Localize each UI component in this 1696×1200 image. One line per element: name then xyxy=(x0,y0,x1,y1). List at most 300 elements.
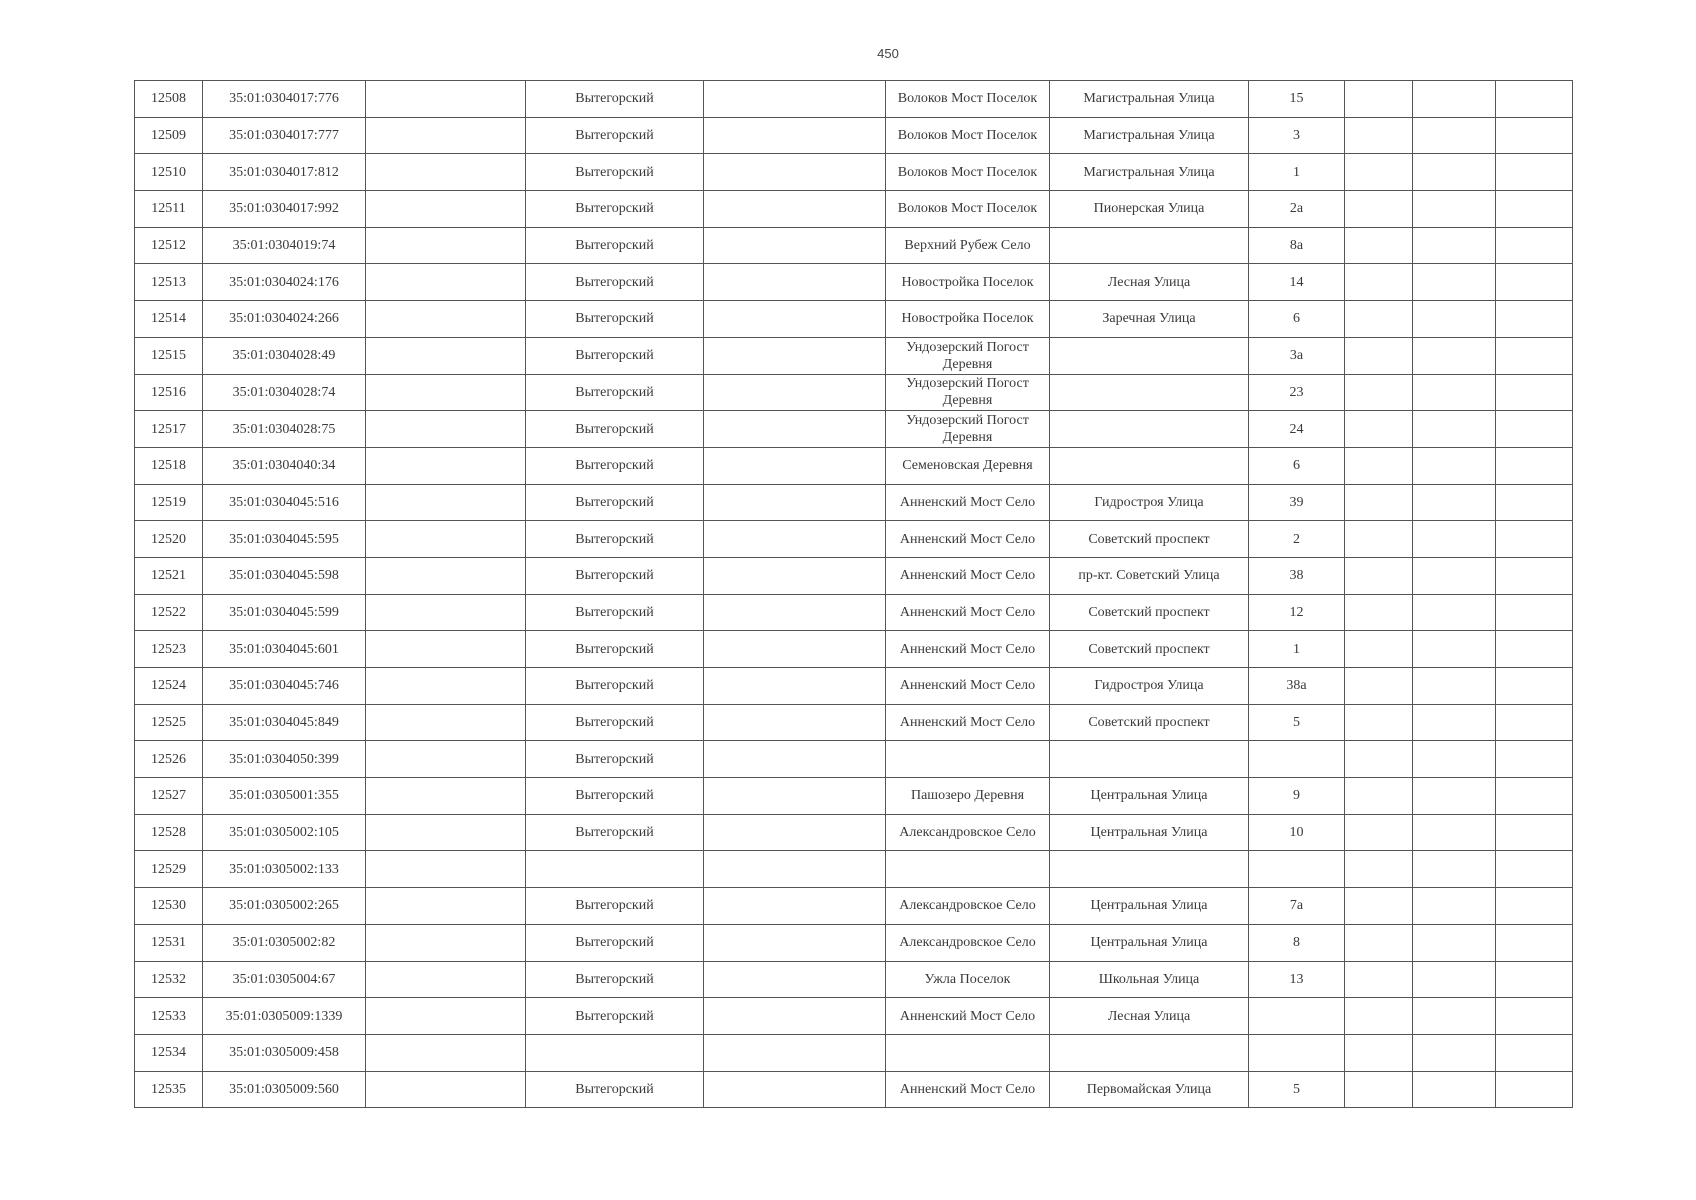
empty-cell-9 xyxy=(1345,447,1413,484)
empty-cell-9 xyxy=(1345,227,1413,264)
cadastral-number-cell: 35:01:0304024:266 xyxy=(203,301,366,338)
empty-cell-5 xyxy=(704,998,886,1035)
table-row xyxy=(135,851,1573,888)
house-number-cell: 23 xyxy=(1249,374,1345,411)
cadastral-number-cell: 35:01:0304045:746 xyxy=(203,668,366,705)
locality-cell: Анненский Мост Село xyxy=(886,998,1050,1035)
locality-cell: Ундозерский Погост Деревня xyxy=(886,411,1050,448)
empty-cell-11 xyxy=(1496,1071,1573,1108)
locality-cell: Анненский Мост Село xyxy=(886,668,1050,705)
empty-cell-3 xyxy=(366,484,526,521)
locality-cell: Семеновская Деревня xyxy=(886,447,1050,484)
empty-cell-9 xyxy=(1345,778,1413,815)
table-row xyxy=(135,227,1573,264)
empty-cell-9 xyxy=(1345,668,1413,705)
empty-cell-9 xyxy=(1345,374,1413,411)
empty-cell-11 xyxy=(1496,301,1573,338)
street-cell xyxy=(1050,411,1249,448)
row-number-cell: 12517 xyxy=(135,411,203,448)
district-cell: Вытегорский xyxy=(526,301,704,338)
locality-cell xyxy=(886,741,1050,778)
empty-cell-9 xyxy=(1345,631,1413,668)
table-row xyxy=(135,668,1573,705)
empty-cell-10 xyxy=(1413,557,1496,594)
locality-cell: Новостройка Поселок xyxy=(886,301,1050,338)
empty-cell-11 xyxy=(1496,668,1573,705)
empty-cell-10 xyxy=(1413,668,1496,705)
locality-cell: Ужла Поселок xyxy=(886,961,1050,998)
empty-cell-5 xyxy=(704,631,886,668)
street-cell xyxy=(1050,741,1249,778)
empty-cell-3 xyxy=(366,851,526,888)
empty-cell-10 xyxy=(1413,1034,1496,1071)
row-number-cell: 12531 xyxy=(135,924,203,961)
empty-cell-11 xyxy=(1496,814,1573,851)
empty-cell-11 xyxy=(1496,924,1573,961)
locality-cell: Анненский Мост Село xyxy=(886,594,1050,631)
cadastral-number-cell: 35:01:0304050:399 xyxy=(203,741,366,778)
district-cell: Вытегорский xyxy=(526,81,704,118)
street-cell xyxy=(1050,851,1249,888)
house-number-cell: 14 xyxy=(1249,264,1345,301)
district-cell: Вытегорский xyxy=(526,594,704,631)
row-number-cell: 12509 xyxy=(135,117,203,154)
row-number-cell: 12513 xyxy=(135,264,203,301)
street-cell: Магистральная Улица xyxy=(1050,154,1249,191)
cadastral-number-cell: 35:01:0304045:599 xyxy=(203,594,366,631)
street-cell xyxy=(1050,447,1249,484)
row-number-cell: 12526 xyxy=(135,741,203,778)
street-cell: Гидростроя Улица xyxy=(1050,668,1249,705)
locality-cell: Александровское Село xyxy=(886,924,1050,961)
row-number-cell: 12519 xyxy=(135,484,203,521)
empty-cell-11 xyxy=(1496,741,1573,778)
street-cell: Центральная Улица xyxy=(1050,924,1249,961)
district-cell: Вытегорский xyxy=(526,337,704,374)
street-cell: Магистральная Улица xyxy=(1050,117,1249,154)
empty-cell-11 xyxy=(1496,411,1573,448)
empty-cell-5 xyxy=(704,154,886,191)
street-cell xyxy=(1050,374,1249,411)
empty-cell-11 xyxy=(1496,631,1573,668)
empty-cell-9 xyxy=(1345,961,1413,998)
empty-cell-9 xyxy=(1345,888,1413,925)
empty-cell-5 xyxy=(704,961,886,998)
empty-cell-9 xyxy=(1345,557,1413,594)
house-number-cell: 2 xyxy=(1249,521,1345,558)
empty-cell-5 xyxy=(704,301,886,338)
district-cell xyxy=(526,851,704,888)
house-number-cell: 3а xyxy=(1249,337,1345,374)
street-cell: Советский проспект xyxy=(1050,521,1249,558)
row-number-cell: 12533 xyxy=(135,998,203,1035)
cadastral-number-cell: 35:01:0305004:67 xyxy=(203,961,366,998)
district-cell: Вытегорский xyxy=(526,1071,704,1108)
empty-cell-3 xyxy=(366,557,526,594)
empty-cell-3 xyxy=(366,301,526,338)
empty-cell-5 xyxy=(704,778,886,815)
district-cell: Вытегорский xyxy=(526,264,704,301)
table-body xyxy=(135,81,1573,1108)
district-cell: Вытегорский xyxy=(526,374,704,411)
locality-cell: Ундозерский Погост Деревня xyxy=(886,374,1050,411)
locality-cell: Ундозерский Погост Деревня xyxy=(886,337,1050,374)
house-number-cell: 38а xyxy=(1249,668,1345,705)
cadastral-number-cell: 35:01:0304017:992 xyxy=(203,191,366,228)
house-number-cell xyxy=(1249,1034,1345,1071)
district-cell xyxy=(526,1034,704,1071)
empty-cell-5 xyxy=(704,374,886,411)
street-cell: Заречная Улица xyxy=(1050,301,1249,338)
cadastral-number-cell: 35:01:0304017:812 xyxy=(203,154,366,191)
house-number-cell: 5 xyxy=(1249,1071,1345,1108)
house-number-cell: 2а xyxy=(1249,191,1345,228)
empty-cell-9 xyxy=(1345,594,1413,631)
empty-cell-5 xyxy=(704,447,886,484)
empty-cell-10 xyxy=(1413,411,1496,448)
empty-cell-3 xyxy=(366,961,526,998)
district-cell: Вытегорский xyxy=(526,924,704,961)
locality-cell: Александровское Село xyxy=(886,814,1050,851)
empty-cell-5 xyxy=(704,227,886,264)
locality-cell: Александровское Село xyxy=(886,888,1050,925)
house-number-cell: 1 xyxy=(1249,154,1345,191)
district-cell: Вытегорский xyxy=(526,741,704,778)
house-number-cell: 6 xyxy=(1249,447,1345,484)
house-number-cell: 15 xyxy=(1249,81,1345,118)
district-cell: Вытегорский xyxy=(526,704,704,741)
cadastral-number-cell: 35:01:0305009:458 xyxy=(203,1034,366,1071)
empty-cell-10 xyxy=(1413,117,1496,154)
empty-cell-10 xyxy=(1413,227,1496,264)
cadastral-number-cell: 35:01:0304017:777 xyxy=(203,117,366,154)
district-cell: Вытегорский xyxy=(526,814,704,851)
row-number-cell: 12516 xyxy=(135,374,203,411)
table-row xyxy=(135,961,1573,998)
empty-cell-3 xyxy=(366,814,526,851)
empty-cell-3 xyxy=(366,154,526,191)
house-number-cell xyxy=(1249,998,1345,1035)
registry-table xyxy=(134,80,1573,1108)
cadastral-number-cell: 35:01:0304040:34 xyxy=(203,447,366,484)
empty-cell-11 xyxy=(1496,264,1573,301)
empty-cell-9 xyxy=(1345,484,1413,521)
table-row xyxy=(135,117,1573,154)
table-row xyxy=(135,337,1573,374)
street-cell: Первомайская Улица xyxy=(1050,1071,1249,1108)
locality-cell: Анненский Мост Село xyxy=(886,704,1050,741)
empty-cell-3 xyxy=(366,117,526,154)
row-number-cell: 12514 xyxy=(135,301,203,338)
district-cell: Вытегорский xyxy=(526,117,704,154)
district-cell: Вытегорский xyxy=(526,557,704,594)
table-row xyxy=(135,1034,1573,1071)
empty-cell-11 xyxy=(1496,374,1573,411)
street-cell: Советский проспект xyxy=(1050,631,1249,668)
table-row xyxy=(135,924,1573,961)
street-cell: Центральная Улица xyxy=(1050,888,1249,925)
empty-cell-3 xyxy=(366,81,526,118)
table-row xyxy=(135,411,1573,448)
empty-cell-11 xyxy=(1496,778,1573,815)
empty-cell-10 xyxy=(1413,741,1496,778)
district-cell: Вытегорский xyxy=(526,631,704,668)
empty-cell-10 xyxy=(1413,851,1496,888)
empty-cell-5 xyxy=(704,924,886,961)
table-row xyxy=(135,557,1573,594)
cadastral-number-cell: 35:01:0305002:105 xyxy=(203,814,366,851)
locality-cell: Новостройка Поселок xyxy=(886,264,1050,301)
empty-cell-9 xyxy=(1345,117,1413,154)
locality-cell xyxy=(886,851,1050,888)
locality-cell: Анненский Мост Село xyxy=(886,1071,1050,1108)
house-number-cell: 13 xyxy=(1249,961,1345,998)
locality-cell: Волоков Мост Поселок xyxy=(886,191,1050,228)
empty-cell-3 xyxy=(366,998,526,1035)
row-number-cell: 12535 xyxy=(135,1071,203,1108)
street-cell: Гидростроя Улица xyxy=(1050,484,1249,521)
cadastral-number-cell: 35:01:0304017:776 xyxy=(203,81,366,118)
row-number-cell: 12510 xyxy=(135,154,203,191)
house-number-cell: 24 xyxy=(1249,411,1345,448)
empty-cell-10 xyxy=(1413,337,1496,374)
district-cell: Вытегорский xyxy=(526,668,704,705)
empty-cell-10 xyxy=(1413,888,1496,925)
empty-cell-11 xyxy=(1496,337,1573,374)
empty-cell-5 xyxy=(704,741,886,778)
table-row xyxy=(135,264,1573,301)
empty-cell-9 xyxy=(1345,521,1413,558)
district-cell: Вытегорский xyxy=(526,227,704,264)
page-number: 450 xyxy=(877,46,899,61)
row-number-cell: 12527 xyxy=(135,778,203,815)
empty-cell-11 xyxy=(1496,447,1573,484)
empty-cell-3 xyxy=(366,264,526,301)
house-number-cell: 9 xyxy=(1249,778,1345,815)
house-number-cell: 39 xyxy=(1249,484,1345,521)
empty-cell-11 xyxy=(1496,484,1573,521)
row-number-cell: 12532 xyxy=(135,961,203,998)
street-cell: Пионерская Улица xyxy=(1050,191,1249,228)
row-number-cell: 12512 xyxy=(135,227,203,264)
house-number-cell: 3 xyxy=(1249,117,1345,154)
empty-cell-11 xyxy=(1496,154,1573,191)
table-row xyxy=(135,374,1573,411)
empty-cell-11 xyxy=(1496,81,1573,118)
row-number-cell: 12530 xyxy=(135,888,203,925)
locality-cell: Волоков Мост Поселок xyxy=(886,81,1050,118)
locality-cell: Анненский Мост Село xyxy=(886,557,1050,594)
empty-cell-11 xyxy=(1496,191,1573,228)
district-cell: Вытегорский xyxy=(526,521,704,558)
empty-cell-3 xyxy=(366,447,526,484)
empty-cell-3 xyxy=(366,668,526,705)
empty-cell-9 xyxy=(1345,81,1413,118)
row-number-cell: 12521 xyxy=(135,557,203,594)
empty-cell-10 xyxy=(1413,154,1496,191)
empty-cell-11 xyxy=(1496,117,1573,154)
table-row xyxy=(135,301,1573,338)
row-number-cell: 12515 xyxy=(135,337,203,374)
row-number-cell: 12518 xyxy=(135,447,203,484)
street-cell xyxy=(1050,337,1249,374)
street-cell: Центральная Улица xyxy=(1050,814,1249,851)
empty-cell-5 xyxy=(704,668,886,705)
locality-cell: Волоков Мост Поселок xyxy=(886,154,1050,191)
empty-cell-11 xyxy=(1496,888,1573,925)
empty-cell-11 xyxy=(1496,227,1573,264)
table-row xyxy=(135,484,1573,521)
street-cell: Лесная Улица xyxy=(1050,998,1249,1035)
empty-cell-10 xyxy=(1413,778,1496,815)
table-row xyxy=(135,631,1573,668)
row-number-cell: 12528 xyxy=(135,814,203,851)
row-number-cell: 12529 xyxy=(135,851,203,888)
empty-cell-5 xyxy=(704,411,886,448)
empty-cell-5 xyxy=(704,704,886,741)
empty-cell-3 xyxy=(366,741,526,778)
cadastral-number-cell: 35:01:0304019:74 xyxy=(203,227,366,264)
empty-cell-10 xyxy=(1413,264,1496,301)
empty-cell-9 xyxy=(1345,998,1413,1035)
locality-cell: Волоков Мост Поселок xyxy=(886,117,1050,154)
empty-cell-9 xyxy=(1345,814,1413,851)
empty-cell-3 xyxy=(366,704,526,741)
empty-cell-5 xyxy=(704,337,886,374)
house-number-cell xyxy=(1249,741,1345,778)
empty-cell-11 xyxy=(1496,851,1573,888)
house-number-cell: 38 xyxy=(1249,557,1345,594)
row-number-cell: 12525 xyxy=(135,704,203,741)
empty-cell-9 xyxy=(1345,154,1413,191)
empty-cell-10 xyxy=(1413,631,1496,668)
empty-cell-9 xyxy=(1345,264,1413,301)
row-number-cell: 12520 xyxy=(135,521,203,558)
empty-cell-3 xyxy=(366,337,526,374)
house-number-cell: 8а xyxy=(1249,227,1345,264)
empty-cell-5 xyxy=(704,264,886,301)
cadastral-number-cell: 35:01:0304045:598 xyxy=(203,557,366,594)
empty-cell-10 xyxy=(1413,447,1496,484)
empty-cell-5 xyxy=(704,521,886,558)
table-row xyxy=(135,998,1573,1035)
empty-cell-9 xyxy=(1345,301,1413,338)
street-cell: Школьная Улица xyxy=(1050,961,1249,998)
empty-cell-11 xyxy=(1496,594,1573,631)
table-row xyxy=(135,594,1573,631)
empty-cell-5 xyxy=(704,1071,886,1108)
cadastral-number-cell: 35:01:0304028:75 xyxy=(203,411,366,448)
locality-cell xyxy=(886,1034,1050,1071)
cadastral-number-cell: 35:01:0304028:74 xyxy=(203,374,366,411)
empty-cell-3 xyxy=(366,1034,526,1071)
empty-cell-9 xyxy=(1345,741,1413,778)
district-cell: Вытегорский xyxy=(526,154,704,191)
cadastral-number-cell: 35:01:0305009:1339 xyxy=(203,998,366,1035)
empty-cell-9 xyxy=(1345,924,1413,961)
empty-cell-3 xyxy=(366,191,526,228)
cadastral-number-cell: 35:01:0304045:595 xyxy=(203,521,366,558)
house-number-cell: 8 xyxy=(1249,924,1345,961)
house-number-cell: 6 xyxy=(1249,301,1345,338)
table-row xyxy=(135,81,1573,118)
row-number-cell: 12534 xyxy=(135,1034,203,1071)
cadastral-number-cell: 35:01:0304024:176 xyxy=(203,264,366,301)
street-cell: Лесная Улица xyxy=(1050,264,1249,301)
street-cell xyxy=(1050,227,1249,264)
cadastral-number-cell: 35:01:0304028:49 xyxy=(203,337,366,374)
district-cell: Вытегорский xyxy=(526,998,704,1035)
empty-cell-9 xyxy=(1345,191,1413,228)
empty-cell-10 xyxy=(1413,374,1496,411)
empty-cell-9 xyxy=(1345,1071,1413,1108)
empty-cell-5 xyxy=(704,117,886,154)
cadastral-number-cell: 35:01:0304045:516 xyxy=(203,484,366,521)
empty-cell-9 xyxy=(1345,337,1413,374)
district-cell: Вытегорский xyxy=(526,961,704,998)
empty-cell-10 xyxy=(1413,924,1496,961)
empty-cell-9 xyxy=(1345,704,1413,741)
house-number-cell: 10 xyxy=(1249,814,1345,851)
empty-cell-10 xyxy=(1413,301,1496,338)
empty-cell-10 xyxy=(1413,998,1496,1035)
row-number-cell: 12511 xyxy=(135,191,203,228)
street-cell: Советский проспект xyxy=(1050,704,1249,741)
empty-cell-9 xyxy=(1345,1034,1413,1071)
district-cell: Вытегорский xyxy=(526,191,704,228)
empty-cell-3 xyxy=(366,594,526,631)
table-row xyxy=(135,447,1573,484)
table-row xyxy=(135,521,1573,558)
table-row xyxy=(135,1071,1573,1108)
empty-cell-10 xyxy=(1413,1071,1496,1108)
locality-cell: Анненский Мост Село xyxy=(886,631,1050,668)
cadastral-number-cell: 35:01:0305009:560 xyxy=(203,1071,366,1108)
table-row xyxy=(135,154,1573,191)
empty-cell-3 xyxy=(366,1071,526,1108)
district-cell: Вытегорский xyxy=(526,447,704,484)
empty-cell-11 xyxy=(1496,704,1573,741)
cadastral-number-cell: 35:01:0305002:265 xyxy=(203,888,366,925)
cadastral-number-cell: 35:01:0305002:82 xyxy=(203,924,366,961)
row-number-cell: 12523 xyxy=(135,631,203,668)
row-number-cell: 12522 xyxy=(135,594,203,631)
cadastral-number-cell: 35:01:0304045:849 xyxy=(203,704,366,741)
empty-cell-5 xyxy=(704,594,886,631)
house-number-cell: 1 xyxy=(1249,631,1345,668)
row-number-cell: 12524 xyxy=(135,668,203,705)
empty-cell-10 xyxy=(1413,594,1496,631)
district-cell: Вытегорский xyxy=(526,484,704,521)
empty-cell-10 xyxy=(1413,704,1496,741)
empty-cell-5 xyxy=(704,814,886,851)
street-cell: пр-кт. Советский Улица xyxy=(1050,557,1249,594)
locality-cell: Анненский Мост Село xyxy=(886,521,1050,558)
empty-cell-11 xyxy=(1496,521,1573,558)
empty-cell-9 xyxy=(1345,411,1413,448)
empty-cell-11 xyxy=(1496,1034,1573,1071)
row-number-cell: 12508 xyxy=(135,81,203,118)
house-number-cell: 12 xyxy=(1249,594,1345,631)
empty-cell-3 xyxy=(366,888,526,925)
table-row xyxy=(135,741,1573,778)
empty-cell-5 xyxy=(704,557,886,594)
empty-cell-5 xyxy=(704,851,886,888)
empty-cell-10 xyxy=(1413,814,1496,851)
locality-cell: Анненский Мост Село xyxy=(886,484,1050,521)
table-row xyxy=(135,704,1573,741)
empty-cell-11 xyxy=(1496,961,1573,998)
